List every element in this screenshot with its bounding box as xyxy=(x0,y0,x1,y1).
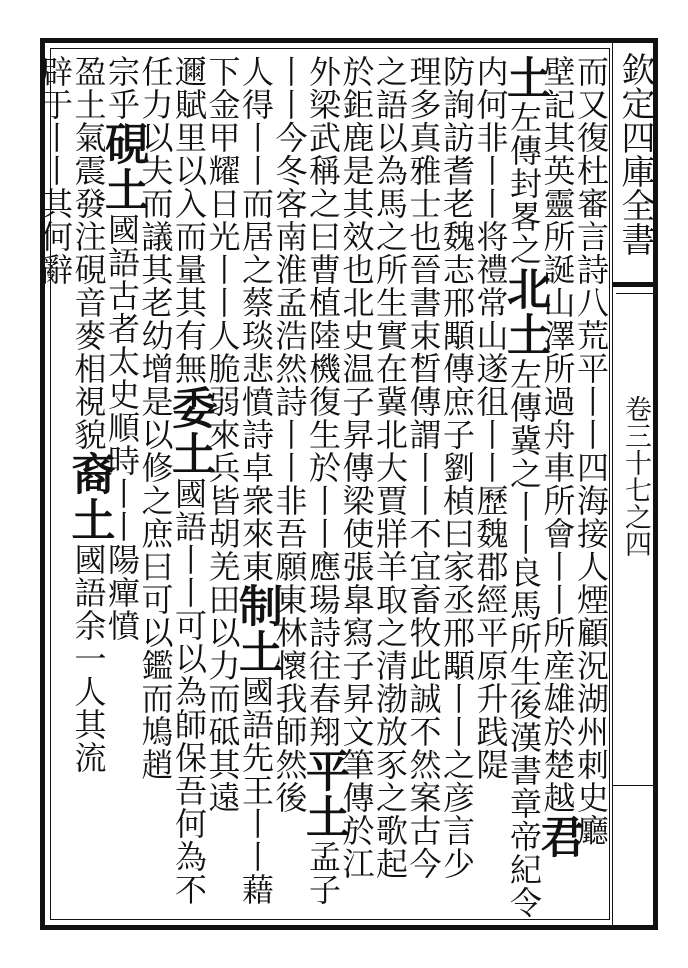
text-run: 盈土氣震發注硯音麥相視貌 xyxy=(69,55,108,451)
text-run: 國語先王丨丨藉 xyxy=(237,675,275,906)
text-run: 理多真雅士也晉書束晳傳謂丨丨不宜畜牧此誠不然案古今 xyxy=(404,55,443,880)
text-run: 左傳封畧之 xyxy=(505,101,543,266)
text-run: 乎 xyxy=(103,88,141,121)
text-run: 辟于丨丨其何辭 xyxy=(36,55,74,286)
text-run: 左傳冀之丨丨良馬所生後漢書章帝紀令 xyxy=(505,358,543,919)
text-column xyxy=(34,55,76,915)
fishtail-mark-bottom xyxy=(612,785,658,791)
entry-heading: 土 xyxy=(499,55,550,101)
entry-heading: 制土 xyxy=(231,583,282,675)
entry-heading: 平土 xyxy=(298,748,349,840)
text-run: 然後 xyxy=(270,748,309,814)
text-run: 防詢訪耆老魏志邢顒傳庶子劉楨曰家丞邢顒丨丨之彦言少 xyxy=(438,55,476,880)
text-run: 人得丨丨而居之蔡琰悲憤詩卓衆來東 xyxy=(237,55,275,583)
text-run: 丨丨今冬客南淮孟浩然詩丨丨非吾願東林懷我師 xyxy=(270,55,309,748)
entry-heading: 裔土 xyxy=(63,451,115,543)
text-run: 而又復杜審言詩八荒平丨丨四海接人煙顧況湖州刺史廳 xyxy=(572,55,610,847)
text-run: 國語古者太史順時丨丨陽癉憤 xyxy=(103,213,141,642)
text-run: 任力以夫而議其老幼增是以修之庶曰可以鑑而鳩趙 xyxy=(136,55,175,781)
text-run: 孟子 xyxy=(304,840,342,906)
entry-heading: 硯土 xyxy=(97,121,148,213)
entry-heading: 北土 xyxy=(499,266,550,358)
text-run: 宗 xyxy=(103,55,141,88)
text-run: 國語余一人其流 xyxy=(69,543,108,774)
text-run: 下金甲耀日光丨丨人脆弱來兵皆胡羌田以力而砥其遠 xyxy=(203,55,242,814)
entry-heading: 君 xyxy=(532,814,584,860)
text-run: 外梁武稱之曰曹植陸機復生於丨丨應瑒詩往春翔 xyxy=(304,55,342,748)
text-run: 之語以為馬之所生實在冀北大賈牂羊取之清渤放豕之歌起 xyxy=(371,55,409,880)
text-run: 壁記其英靈所誕山澤所過舟車所會丨丨所産雄於楚越 xyxy=(538,55,577,814)
text-run: 内何非丨丨将禮常山遂徂丨丨歷魏郡經平原升践隄 xyxy=(471,55,510,781)
text-run: 於鉅鹿是其效也北史温子昇傳梁使張臯寫子昇文筆傳於江 xyxy=(337,55,376,880)
text-run: 邇賦里以入而量其有無 xyxy=(170,55,208,385)
fishtail-mark-top xyxy=(612,282,658,308)
text-run: 國語丨丨可以為師保吾何為不 xyxy=(170,477,208,906)
entry-heading: 委土 xyxy=(164,385,215,477)
book-title: 欽定四庫全書 xyxy=(615,52,655,256)
volume-label: 卷三十七之四 xyxy=(620,395,651,557)
